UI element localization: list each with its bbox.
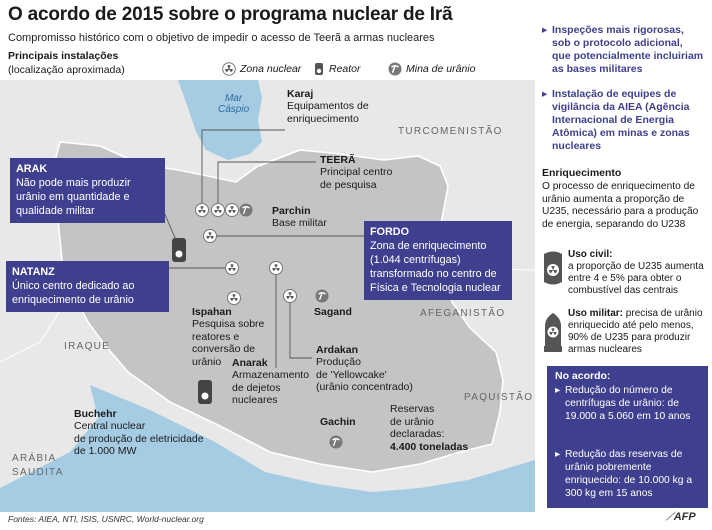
civil-use: Uso civil: a proporção de U235 aumenta entre 4 e 5% para obter o combustível das centrais (568, 249, 704, 296)
agreement-item-stockpile: ▸ Redução das reservas de urânio pobremente enriquecido: de 10.000 kg a 300 kg em 15 anos (555, 448, 703, 500)
caspian-label: Mar Cáspio (218, 93, 250, 115)
marker-bushehr-reactor (198, 380, 212, 404)
country-turkmenistan: TURCOMENISTÃO (398, 126, 503, 137)
site-parchin: Parchin Base militar (272, 205, 327, 229)
civil-use-icon (541, 250, 565, 286)
site-isfahan: Ispahan Pesquisa sobre reatores e conversão de urânio (192, 306, 265, 368)
country-pakistan: PAQUISTÃO (464, 392, 534, 403)
agreement-box: No acordo: ▸ Redução do número de centrífugas de urânio: de 19.000 a 5.060 em 10 anos ▸ Redução das reservas de urânio pobremente enriquecido: de 10.000 kg a 300 kg em 15 anos (547, 366, 708, 508)
afp-logo: ⟋AFP (666, 511, 696, 523)
page-subtitle: Compromisso histórico com o objetivo de impedir o acesso de Teerã a armas nucleares (8, 32, 435, 44)
marker-sagand (316, 290, 329, 303)
country-saudi-arabia: ARÁBIA SAUDITA (12, 453, 64, 478)
leader-karaj (202, 130, 285, 208)
country-iraq: IRAQUE (64, 341, 111, 352)
bullet-inspections: ▸ Inspeções mais rigorosas, sob o protocolo adicional, que potencialmente incluiriam as bases militares (542, 24, 704, 76)
agreement-item-centrifuges: ▸ Redução do número de centrífugas de urânio: de 19.000 a 5.060 em 10 anos (555, 384, 703, 423)
legend-reactor: Reator (313, 62, 361, 76)
installations-note: (localização aproximada) (8, 64, 125, 76)
enrichment-text: O processo de enriquecimento de urânio aumenta a proporção de U235, necessário para a produção de energia, separando do U238 (542, 181, 699, 230)
box-arak: ARAK Não pode mais produzir urânio em quantidade e qualidade militar (10, 158, 165, 223)
marker-ardakan (284, 290, 297, 303)
leader-ardakan (290, 300, 312, 358)
marker-parchin (240, 204, 253, 217)
site-bushehr: Buchehr Central nuclear de produção de eletricidade de 1.000 MW (74, 408, 204, 457)
bullet-surveillance: ▸ Instalação de equipes de vigilância da AIEA (Agência Internacional de Energia Atômica) em minas e zonas nucleares (542, 88, 704, 153)
marker-anarak (270, 262, 283, 275)
leader-tehran (218, 162, 316, 208)
marker-karaj (196, 204, 209, 217)
marker-fordo (204, 230, 217, 243)
marker-tehran (212, 204, 225, 217)
marker-tehran-2 (226, 204, 239, 217)
uranium-reserves: Reservas de urânio declaradas: 4.400 toneladas (390, 403, 469, 453)
installations-heading: Principais instalações (8, 50, 119, 62)
site-ardakan: Ardakan Produção de 'Yellowcake' (urânio concentrado) (316, 344, 413, 393)
box-fordo: FORDO Zona de enriquecimento (1.044 centrífugas) transformado no centro de Física e Tecnologia nuclear (364, 221, 512, 300)
military-use: Uso militar: precisa de urânio enriquecido até pelo menos, 90% de U235 para produzir armas nucleares (568, 308, 703, 355)
site-karaj: Karaj Equipamentos de enriquecimento (287, 88, 369, 125)
marker-natanz (226, 262, 239, 275)
country-afghanistan: AFEGANISTÃO (420, 308, 506, 319)
site-gachin: Gachin (320, 416, 356, 428)
enrichment-title: Enriquecimento (542, 167, 622, 179)
legend-uranium-mine: Mina de urânio (388, 62, 475, 76)
legend-nuclear-zone: Zona nuclear (222, 62, 301, 76)
afp-logo-mark: ⟋ (666, 511, 674, 523)
sources: Fontes: AIEA, NTI, ISIS, USNRC, World-nuclear.org (8, 514, 204, 524)
site-tehran: TEERÃ Principal centro de pesquisa (320, 154, 393, 191)
military-use-icon (541, 312, 565, 354)
marker-isfahan (228, 292, 241, 305)
box-natanz: NATANZ Único centro dedicado ao enriquecimento de urânio (6, 261, 169, 312)
marker-gachin (330, 436, 343, 449)
site-sagand: Sagand (314, 306, 352, 318)
marker-arak-reactor (172, 238, 186, 262)
site-anarak: Anarak Armazenamento de dejetos nucleares (232, 357, 310, 406)
page-title: O acordo de 2015 sobre o programa nuclear de Irã (8, 4, 453, 25)
